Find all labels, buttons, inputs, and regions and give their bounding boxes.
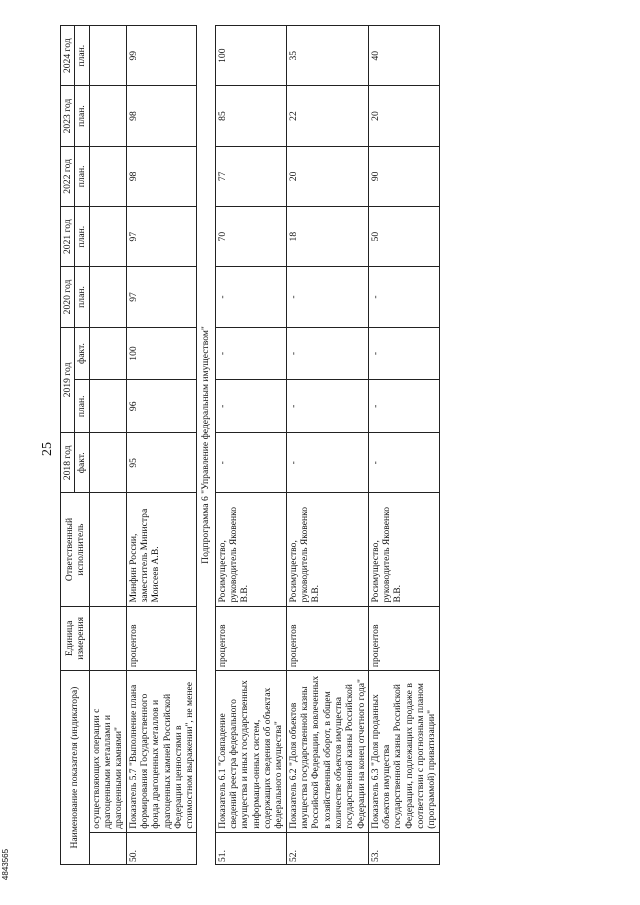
row-index: 52. bbox=[286, 832, 368, 864]
row-name: Показатель 6.2 "Доля объектов имущества государственной казны Российской Федерации, вовлеченных в хозяйственный оборот, в общем количестве объектов имущества государственной казны Российской Федерации на конец отчетного года" bbox=[286, 671, 368, 833]
header-2024-plan: план. bbox=[75, 26, 89, 86]
val-2019-fact: - bbox=[215, 327, 286, 380]
header-2023: 2023 год bbox=[61, 86, 75, 146]
val-2023-plan: 98 bbox=[126, 86, 197, 146]
row-name: Показатель 6.1 "Совпадение сведений реестра федерального имущества и иных государственных информаци-онных систем, содержащих сведения об объектах федерального имущества" bbox=[215, 671, 286, 833]
header-2019: 2019 год bbox=[61, 327, 75, 433]
header-2019-fact: факт. bbox=[75, 327, 89, 380]
continuation-row bbox=[89, 26, 126, 865]
val-2020-plan: - bbox=[286, 267, 368, 327]
row-index: 51. bbox=[215, 832, 286, 864]
val-2023-plan: 85 bbox=[215, 86, 286, 146]
row-responsible: Минфин России, заместитель Министра Моисеев А.В. bbox=[126, 493, 197, 606]
val-2024-plan: 40 bbox=[368, 26, 439, 86]
val-2020-plan: - bbox=[368, 267, 439, 327]
val-2019-fact: - bbox=[286, 327, 368, 380]
val-2018-fact: - bbox=[215, 433, 286, 493]
subprogram-row bbox=[197, 26, 215, 865]
header-2018: 2018 год bbox=[61, 433, 75, 493]
val-2018-fact: 95 bbox=[126, 433, 197, 493]
header-2020-plan: план. bbox=[75, 267, 89, 327]
val-2023-plan: 20 bbox=[368, 86, 439, 146]
table-row bbox=[215, 26, 286, 865]
val-2022-plan: 20 bbox=[286, 146, 368, 206]
val-2024-plan: 35 bbox=[286, 26, 368, 86]
header-unit: Единица измерения bbox=[61, 606, 90, 671]
val-2021-plan: 70 bbox=[215, 207, 286, 267]
row-name: Показатель 6.3 "Доля проданных объектов имущества государственной казны Российской Федерации, подлежащих продаже в соответствии с прогнозным планом (программой) приватизации" bbox=[368, 671, 439, 833]
val-2022-plan: 77 bbox=[215, 146, 286, 206]
row-unit: процентов bbox=[215, 606, 286, 671]
val-2018-fact: - bbox=[368, 433, 439, 493]
table-row bbox=[286, 26, 368, 865]
page-number: 25 bbox=[40, 442, 55, 456]
row-name: Показатель 5.7 "Выполнение плана формирования Государственного фонда драгоценных металлов и драгоценных камней Российской Федерации ценностями в стоимостном выражении", не менее bbox=[126, 671, 197, 833]
row-unit: процентов bbox=[286, 606, 368, 671]
val-2024-plan: 99 bbox=[126, 26, 197, 86]
header-2019-plan: план. bbox=[75, 380, 89, 433]
row-index: 50. bbox=[126, 832, 197, 864]
header-2021-plan: план. bbox=[75, 207, 89, 267]
rotated-table-container bbox=[60, 25, 620, 865]
val-2024-plan: 100 bbox=[215, 26, 286, 86]
val-2019-fact: 100 bbox=[126, 327, 197, 380]
val-2021-plan: 50 bbox=[368, 207, 439, 267]
table-row bbox=[126, 26, 197, 865]
val-2019-plan: 96 bbox=[126, 380, 197, 433]
row-responsible: Росимущество, руководитель Яковенко В.В. bbox=[215, 493, 286, 606]
header-2023-plan: план. bbox=[75, 86, 89, 146]
val-2019-plan: - bbox=[215, 380, 286, 433]
subprogram-title: Подпрограмма 6 "Управление федеральным имуществом" bbox=[197, 26, 215, 865]
row-responsible: Росимущество, руководитель Яковенко В.В. bbox=[286, 493, 368, 606]
header-responsible: Ответственный исполнитель bbox=[61, 493, 90, 606]
header-2022-plan: план. bbox=[75, 146, 89, 206]
val-2021-plan: 97 bbox=[126, 207, 197, 267]
row-unit: процентов bbox=[126, 606, 197, 671]
row-unit: процентов bbox=[368, 606, 439, 671]
val-2018-fact: - bbox=[286, 433, 368, 493]
header-2018-fact: факт. bbox=[75, 433, 89, 493]
row-responsible: Росимущество, руководитель Яковенко В.В. bbox=[368, 493, 439, 606]
header-name: Наименование показателя (индикатора) bbox=[61, 671, 90, 865]
val-2022-plan: 98 bbox=[126, 146, 197, 206]
indicators-table bbox=[60, 25, 440, 865]
val-2022-plan: 90 bbox=[368, 146, 439, 206]
header-2022: 2022 год bbox=[61, 146, 75, 206]
header-2024: 2024 год bbox=[61, 26, 75, 86]
header-2021: 2021 год bbox=[61, 207, 75, 267]
continuation-text: осуществляющих операции с драгоценными металлами и драгоценными камнями" bbox=[89, 671, 126, 833]
val-2021-plan: 18 bbox=[286, 207, 368, 267]
val-2020-plan: 97 bbox=[126, 267, 197, 327]
document-id: 4843565 bbox=[1, 848, 11, 881]
val-2019-plan: - bbox=[286, 380, 368, 433]
table-row bbox=[368, 26, 439, 865]
val-2023-plan: 22 bbox=[286, 86, 368, 146]
header-row-1 bbox=[61, 26, 75, 865]
row-index: 53. bbox=[368, 832, 439, 864]
header-2020: 2020 год bbox=[61, 267, 75, 327]
val-2020-plan: - bbox=[215, 267, 286, 327]
val-2019-fact: - bbox=[368, 327, 439, 380]
val-2019-plan: - bbox=[368, 380, 439, 433]
